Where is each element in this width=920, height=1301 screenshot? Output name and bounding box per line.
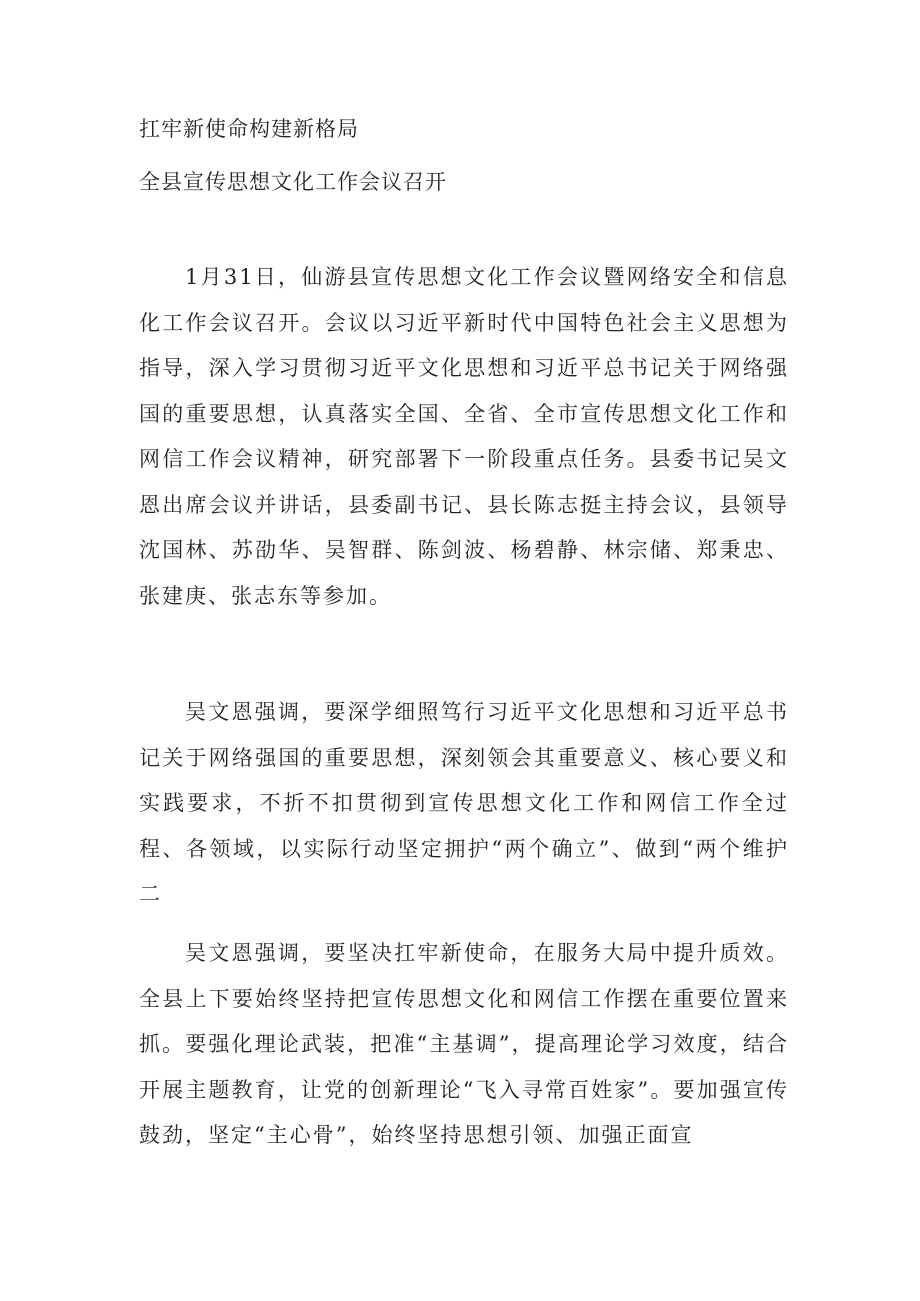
document-title-line-2: 全县宣传思想文化工作会议召开 [139,170,447,194]
document-title-line-1: 扛牢新使命构建新格局 [139,117,359,141]
paragraph-1: 1月31日，仙游县宣传思想文化工作会议暨网络安全和信息化工作会议召开。会议以习近平新时代中国特色社会主义思想为指导，深入学习贯彻习近平文化思想和习近平总书记关于网络强国的重要思想，认真落实全国、全省、全市宣传思想文化工作和网信工作会议精神，研究部署下一阶段重点任务。县委书记吴文恩出席会议并讲话，县委副书记、县长陈志挺主持会议，县领导沈国林、苏劭华、吴智群、陈剑波、杨碧静、林宗储、郑秉忠、张建庚、张志东等参加。 [139,265,789,608]
paragraph-3: 吴文恩强调，要坚决扛牢新使命，在服务大局中提升质效。全县上下要始终坚持把宣传思想文化和网信工作摆在重要位置来抓。要强化理论武装，把准“主基调”，提高理论学习效度，结合开展主题教育，让党的创新理论“飞入寻常百姓家”。要加强宣传鼓劲，坚定“主心骨”，始终坚持思想引领、加强正面宣 [139,941,789,1147]
paragraph-2: 吴文恩强调，要深学细照笃行习近平文化思想和习近平总书记关于网络强国的重要思想，深刻领会其重要意义、核心要义和实践要求，不折不扣贯彻到宣传思想文化工作和网信工作全过程、各领域，以实际行动坚定拥护“两个确立”、做到“两个维护二 [139,700,789,906]
